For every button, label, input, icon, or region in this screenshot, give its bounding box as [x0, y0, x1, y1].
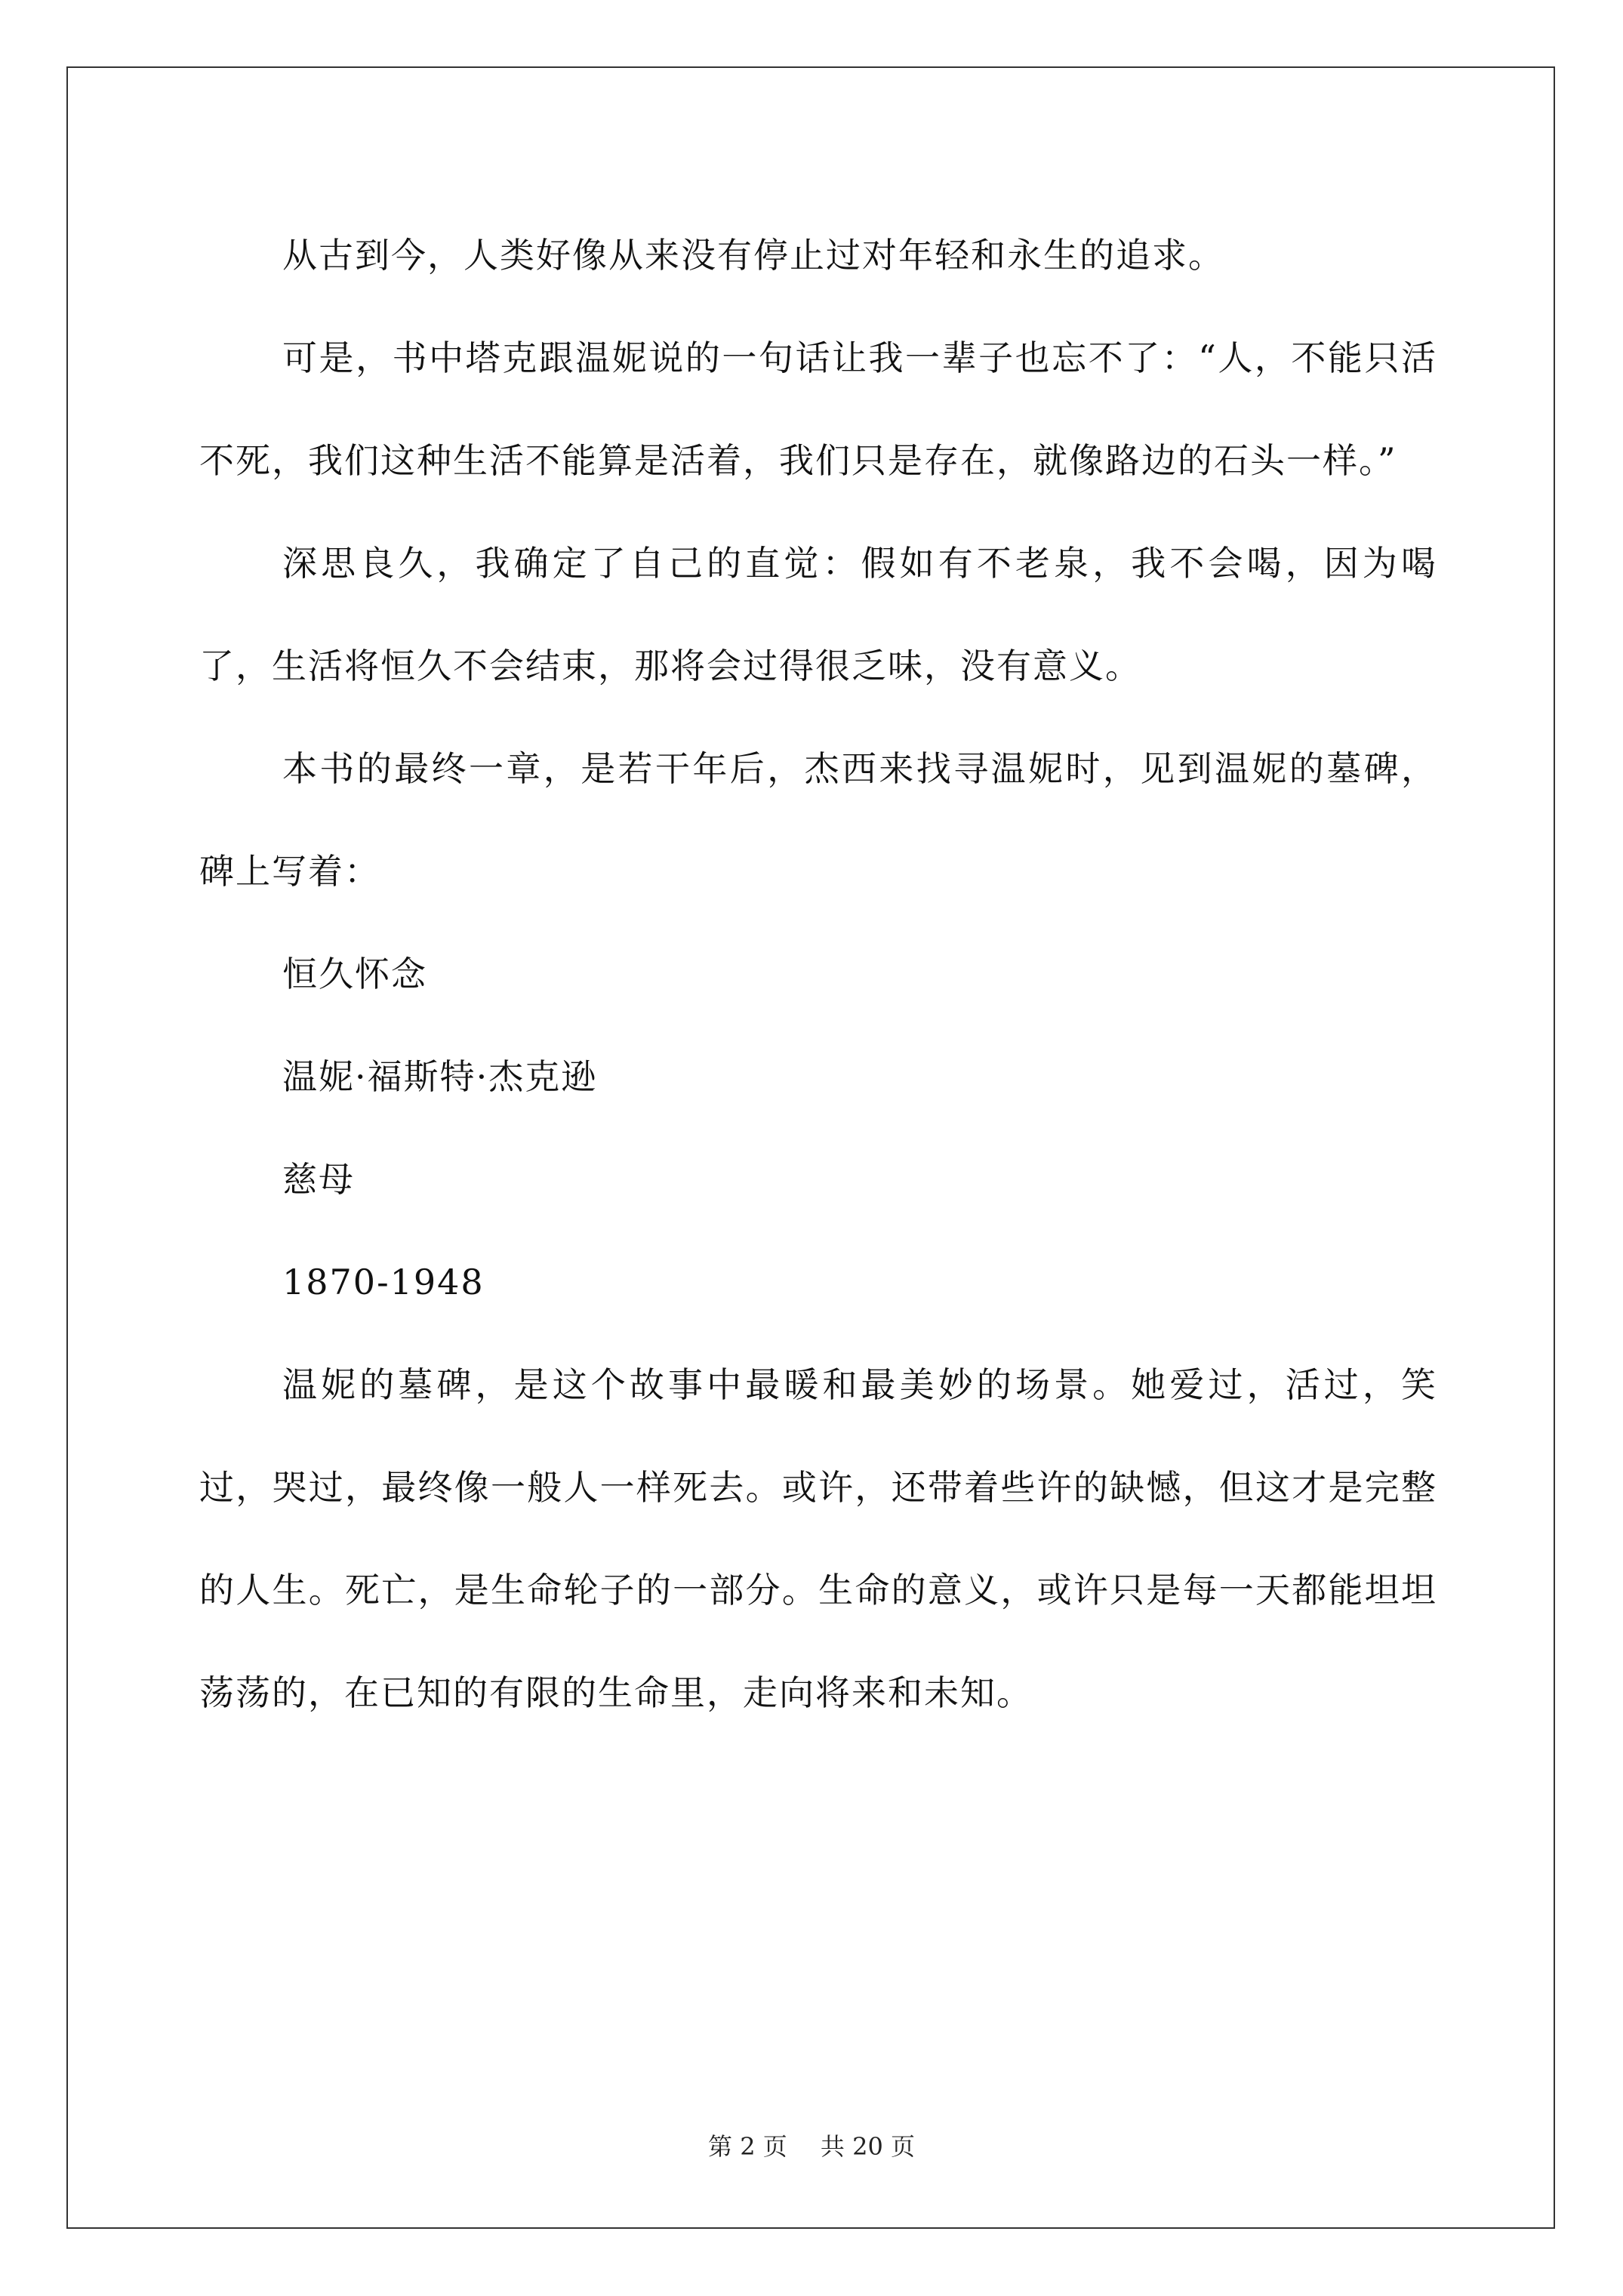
document-body: [199, 204, 1437, 1744]
page-number: 第 2 页: [708, 2132, 787, 2161]
page-total: 共 20 页: [820, 2132, 915, 2161]
paragraph: 温妮的墓碑，是这个故事中最暖和最美妙的场景。她爱过，活过，笑过，哭过，最终像一般人一样死去。或许，还带着些许的缺憾，但这才是完整的人生。死亡，是生命轮子的一部分。生命的意义，或许只是每一天都能坦坦荡荡的，在已知的有限的生命里，走向将来和未知。: [199, 1364, 1437, 1713]
epitaph-line: 恒久怀念: [282, 954, 427, 994]
epitaph-line: 1870-1948: [282, 1262, 485, 1302]
epitaph-line: 温妮·福斯特·杰克逊: [282, 1056, 598, 1097]
paragraph: 本书的最终一章，是若干年后，杰西来找寻温妮时，见到温妮的墓碑，碑上写着：: [199, 748, 1437, 892]
epitaph-line: 慈母: [282, 1159, 355, 1200]
paragraph: 从古到今，人类好像从来没有停止过对年轻和永生的追求。: [282, 235, 1224, 276]
page-footer: [0, 2131, 1623, 2162]
paragraph: 深思良久，我确定了自己的直觉：假如有不老泉，我不会喝，因为喝了，生活将恒久不会结束，那将会过得很乏味，没有意义。: [199, 543, 1437, 686]
paragraph: 可是，书中塔克跟温妮说的一句话让我一辈子也忘不了：“人，不能只活不死，我们这种生活不能算是活着，我们只是存在，就像路边的石头一样。”: [199, 337, 1437, 481]
